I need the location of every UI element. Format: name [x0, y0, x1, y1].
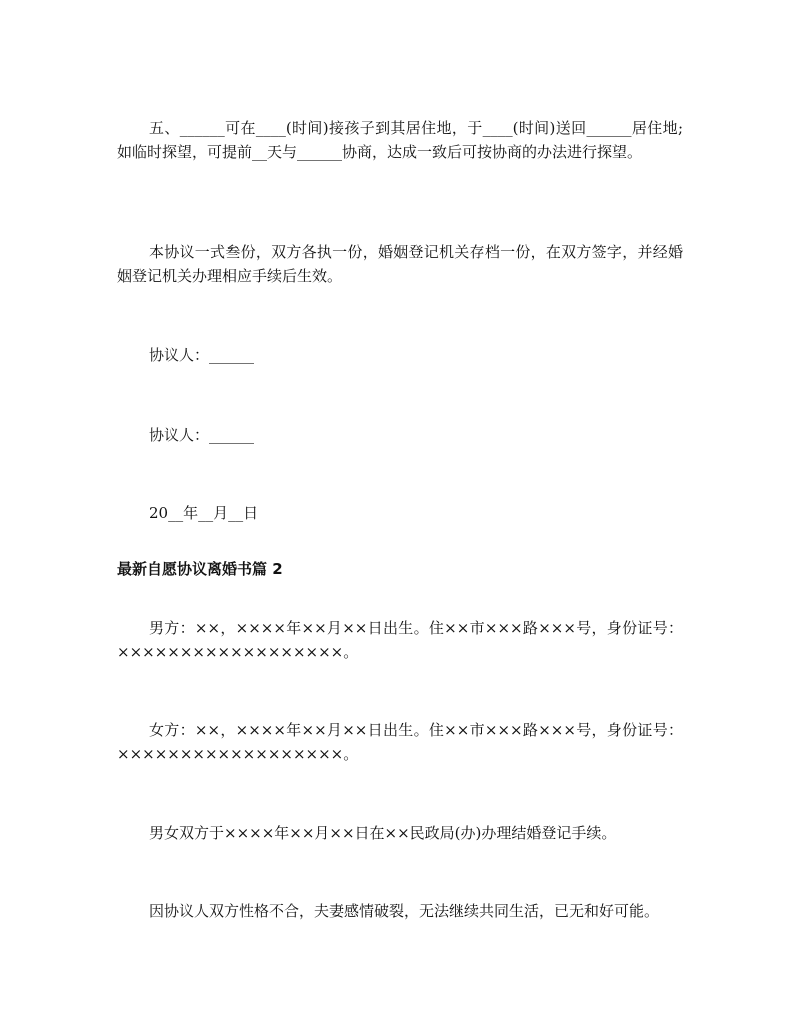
signer-line-1: 协议人：______ [149, 346, 255, 364]
copies-paragraph: 本协议一式叁份，双方各执一份，婚姻登记机关存档一份，在双方签字，并经婚姻登记机关办理相应手续后生效。 [117, 243, 683, 285]
signer-line-2: 协议人：______ [149, 426, 255, 444]
divorce-reason-paragraph: 因协议人双方性格不合，夫妻感情破裂，无法继续共同生活，已无和好可能。 [149, 902, 660, 920]
section-heading: 最新自愿协议离婚书篇 2 [117, 560, 283, 578]
visitation-paragraph: 五、______可在____(时间)接孩子到其居住地，于____(时间)送回______居住地;如临时探望，可提前__天与______协商，达成一致后可按协商的办法进行探望。 [117, 119, 683, 161]
marriage-registration-paragraph: 男女双方于××××年××月××日在××民政局(办)办理结婚登记手续。 [149, 824, 617, 842]
female-party-paragraph: 女方：××，××××年××月××日出生。住××市×××路×××号，身份证号：××××××××××××××××××。 [117, 721, 683, 763]
date-line: 20__年__月__日 [149, 504, 259, 522]
male-party-paragraph: 男方：××，××××年××月××日出生。住××市×××路×××号，身份证号：××××××××××××××××××。 [117, 619, 683, 661]
